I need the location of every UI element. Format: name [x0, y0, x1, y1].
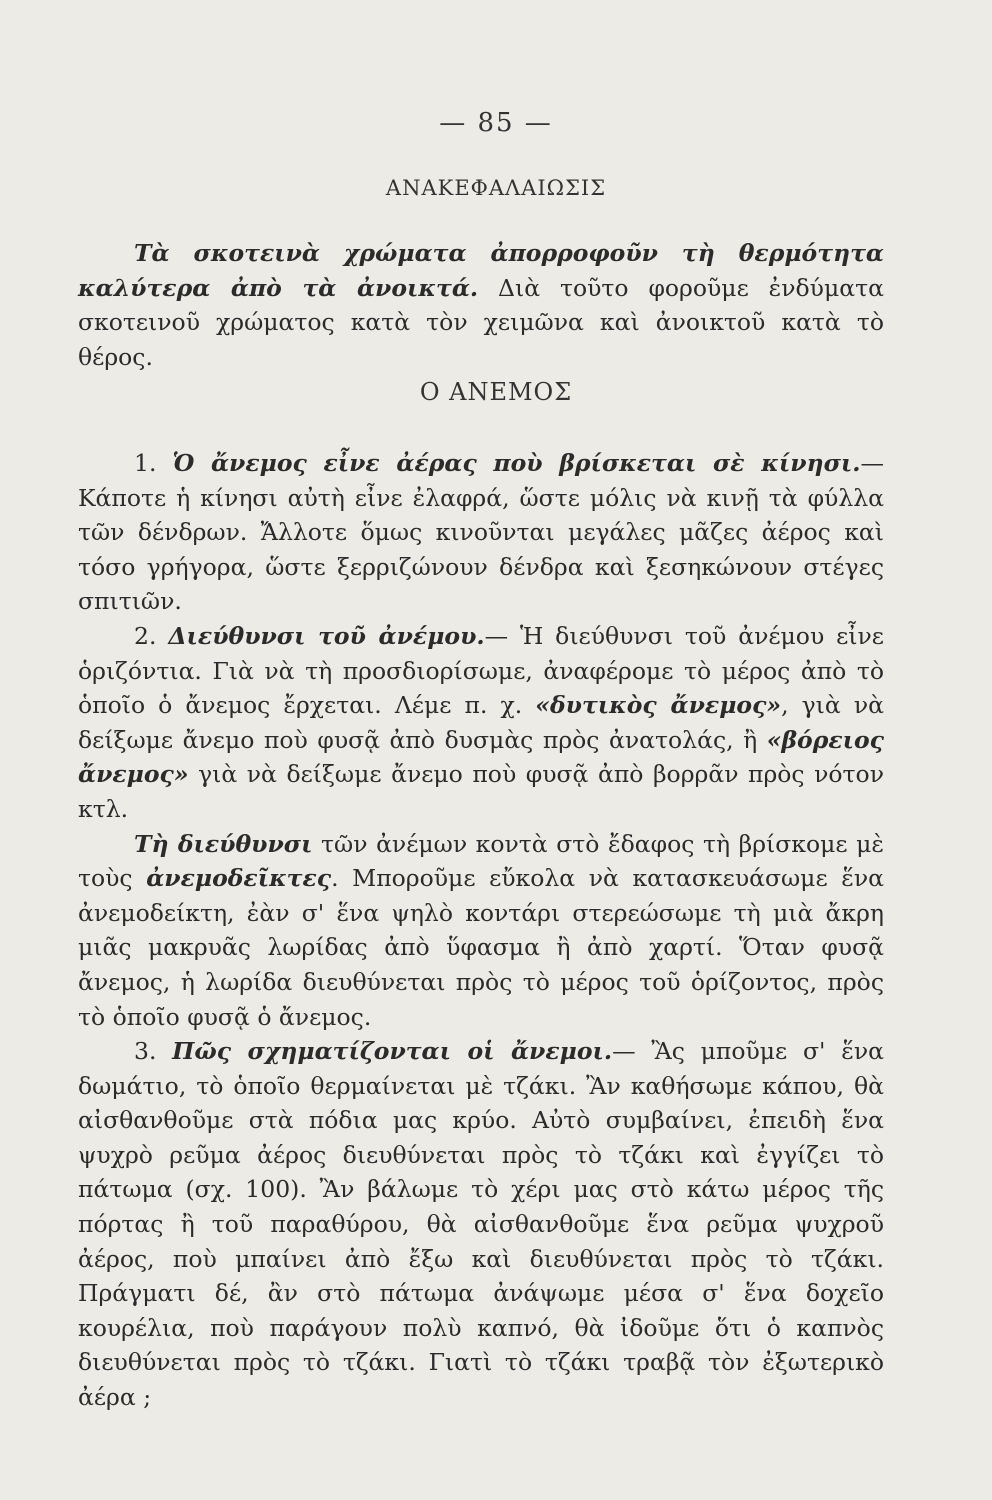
summary-emphasis: Τὰ σκοτεινὰ χρώματα ἀπορροφοῦν τὴ θερμότητα καλύτερα ἀπὸ τὰ ἀνοικτά.	[78, 239, 884, 302]
p1-text: — Κάποτε ἡ κίνησι αὐτὴ εἶνε ἐλαφρά, ὥστε μόλις νὰ κινῇ τὰ φύλλα τῶν δένδρων. Ἄλλοτε ὅμως κινοῦνται μεγάλες μᾶζες ἀέρος καὶ τόσο γρήγορα, ὥστε ξερριζώνουν δένδρα καὶ ξεσηκώνουν στέγες σπιτιῶν.	[78, 449, 884, 616]
paragraph-3	[78, 827, 884, 1035]
p4-number: 3.	[134, 1037, 173, 1066]
paragraph-4	[78, 1034, 884, 1415]
p2-emphasis: Διεύθυνσι τοῦ ἀνέμου.	[168, 621, 485, 650]
summary-heading: ΑΝΑΚΕΦΑΛΑΙΩΣΙΣ	[385, 176, 607, 200]
p2-emphasis-3: «βόρειος ἄνεμος»	[78, 725, 884, 789]
paragraph-1	[78, 446, 884, 619]
p1-emphasis: Ὁ ἄνεμος εἶνε ἀέρας ποὺ βρίσκεται σὲ κίνησι.	[172, 449, 861, 477]
p3-emphasis: Τὴ διεύθυνσι	[134, 829, 313, 858]
summary-paragraph	[78, 236, 884, 374]
p4-text: — Ἂς μποῦμε σ' ἕνα δωμάτιο, τὸ ὁποῖο θερμαίνεται μὲ τζάκι. Ἂν καθήσωμε κάπου, θὰ αἰσθανθοῦμε στὰ πόδια μας κρύο. Αὐτὸ συμβαίνει, ἐπειδὴ ἕνα ψυχρὸ ρεῦμα ἀέρος διευθύνεται πρὸς τὸ τζάκι καὶ ἐγγίζει τὸ πάτωμα (σχ. 100). Ἂν βάλωμε τὸ χέρι μας στὸ κάτω μέρος τῆς πόρτας ἢ τοῦ παραθύρου, θὰ αἰσθανθοῦμε ἕνα ρεῦμα ψυχροῦ ἀέρος, ποὺ μπαίνει ἀπὸ ἔξω καὶ διευθύνεται πρὸς τὸ τζάκι. Πράγματι δέ, ἂν στὸ πάτωμα ἀνάψωμε μέσα σ' ἕνα δοχεῖο κουρέλια, ποὺ παράγουν πολὺ καπνό, θὰ ἰδοῦμε ὅτι ὁ καπνὸς διευθύνεται πρὸς τὸ τζάκι. Γιατὶ τὸ τζάκι τραβᾷ τὸν ἐξωτερικὸ ἀέρα ;	[78, 1037, 884, 1412]
p2-number: 2.	[134, 621, 169, 650]
p2-text-1: — Ἡ διεύθυνσι τοῦ ἀνέμου εἶνε ὁριζόντια. Γιὰ νὰ τὴ προσδιορίσωμε, ἀναφέρομε τὸ μέρος ἀπὸ τὸ ὁποῖο ὁ ἄνεμος ἔρχεται. Λέμε π. χ.	[78, 621, 884, 720]
section-heading: Ο ΑΝΕΜΟΣ	[419, 378, 573, 406]
p2-text-3: γιὰ νὰ δείξωμε ἄνεμο ποὺ φυσᾷ ἀπὸ βορρᾶν πρὸς νότον κτλ.	[78, 760, 884, 823]
p2-text-2: , γιὰ νὰ δείξωμε ἄνεμο ποὺ φυσᾷ ἀπὸ δυσμὰς πρὸς ἀνατολάς, ἢ	[78, 691, 884, 754]
p3-text-2: . Μποροῦμε εὔκολα νὰ κατασκευάσωμε ἕνα ἀνεμοδείκτη, ἐὰν σ' ἕνα ψηλὸ κοντάρι στερεώσωμε τὴ μιὰ ἄκρη μιᾶς μακρυᾶς λωρίδας ἀπὸ ὕφασμα ἢ ἀπὸ χαρτί. Ὅταν φυσᾷ ἄνεμος, ἡ λωρίδα διευθύνεται πρὸς τὸ μέρος τοῦ ὁρίζοντος, πρὸς τὸ ὁποῖο φυσᾷ ὁ ἄνεμος.	[78, 864, 884, 1031]
p2-emphasis-2: «δυτικὸς ἄνεμος»	[535, 691, 782, 720]
page-number: — 85 —	[439, 108, 553, 138]
summary-block	[78, 236, 884, 374]
paragraph-2	[78, 619, 884, 827]
p1-number: 1.	[134, 449, 173, 477]
body-block	[78, 446, 884, 1415]
p3-text-1: τῶν ἀνέμων κοντὰ στὸ ἔδαφος τὴ βρίσκομε μὲ τοὺς	[78, 829, 884, 893]
summary-text: Διὰ τοῦτο φοροῦμε ἐνδύματα σκοτεινοῦ χρώματος κατὰ τὸν χειμῶνα καὶ ἀνοικτοῦ κατὰ τὸ θέρος.	[78, 273, 884, 371]
p3-emphasis-2: ἀνεμοδεῖκτες	[146, 864, 332, 893]
p4-emphasis: Πῶς σχηματίζονται οἱ ἄνεμοι.	[172, 1037, 613, 1066]
